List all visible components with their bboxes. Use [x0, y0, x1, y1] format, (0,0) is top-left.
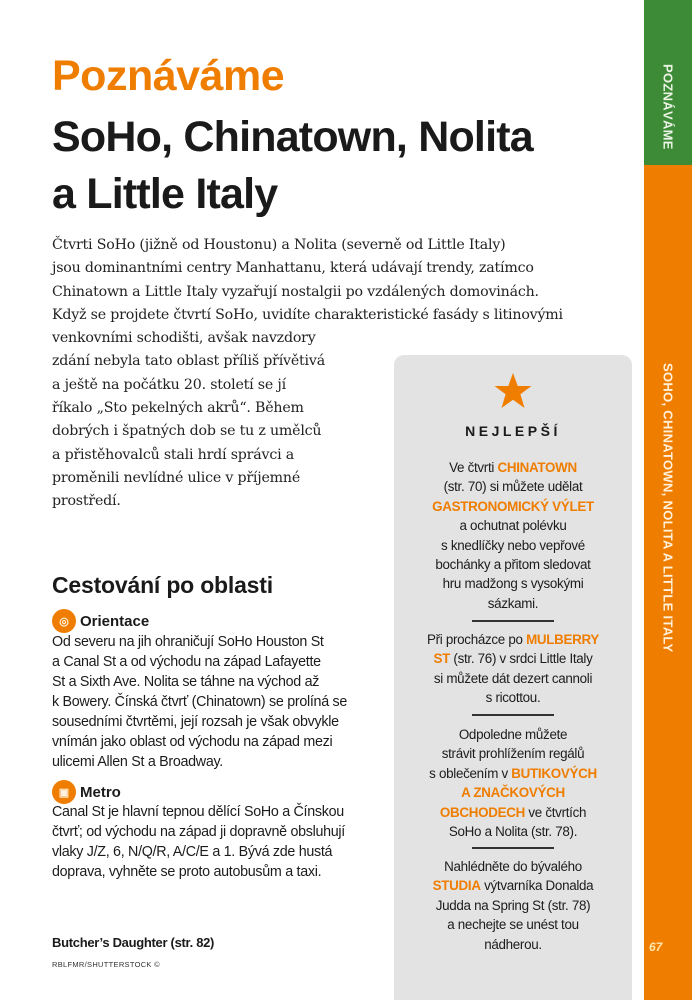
- tip-highlight: STUDIA: [432, 878, 481, 894]
- intro-line: Když se projdete čtvrtí SoHo, uvidíte charakteristické fasády s litinovými: [52, 306, 563, 323]
- orientation-heading: [52, 609, 149, 633]
- best-of-box: [394, 355, 632, 1000]
- page-title-line-1: SoHo, Chinatown, Nolita: [52, 113, 533, 161]
- sidebar-section-tab: [644, 0, 692, 165]
- orientation-line: St a Sixth Ave. Nolita se táhne na východ až: [52, 674, 320, 690]
- intro-line: dobrých i špatných dob se tu z umělců: [52, 423, 322, 440]
- intro-line: proměnili nevlídné ulice v příjemné: [52, 469, 301, 486]
- getting-around-heading: Cestování po oblasti: [52, 572, 273, 598]
- orientation-line: ulicemi Allen St a Broadway.: [52, 754, 223, 770]
- tip-line: [394, 744, 632, 763]
- sidebar-chapter-tab: [644, 165, 692, 1000]
- tip-divider: [472, 714, 554, 716]
- tip-line: [394, 669, 632, 688]
- tip-line: [394, 688, 632, 707]
- metro-title: Metro: [80, 783, 121, 801]
- tip-line: [394, 935, 632, 954]
- metro-line: vlaky J/Z, 6, N/Q/R, A/C/E a 1. Bývá zde hustá: [52, 844, 333, 860]
- tip-text: nádherou.: [484, 936, 542, 952]
- orientation-line: k Bowery. Čínská čtvrť (Chinatown) se prolíná se: [52, 694, 348, 710]
- orientation-line: sousedními čtvrtěmi, její rozsah je však obvykle: [52, 714, 339, 730]
- best-of-title: NEJLEPŠÍ: [465, 423, 561, 439]
- tip-text: s knedlíčky nebo vepřové: [441, 537, 585, 553]
- tip-text: Odpoledne můžete: [458, 727, 568, 742]
- tip-line: [394, 915, 632, 934]
- tip-divider: [472, 847, 554, 849]
- tip-divider: [472, 620, 554, 622]
- tip-line: [394, 725, 632, 744]
- tip-line: [394, 896, 632, 915]
- tip-text: a nechejte se unést tou: [447, 917, 579, 933]
- tip-text: strávit prohlížením regálů: [441, 746, 585, 762]
- tip-line: [394, 876, 632, 895]
- tip-highlight: GASTRONOMICKÝ VÝLET: [432, 498, 594, 514]
- intro-line: a přistěhovalců stali hrdí správci a: [52, 446, 294, 463]
- orientation-text: [52, 632, 347, 772]
- orientation-line: a Canal St a od východu na západ Lafayette: [52, 654, 321, 670]
- tip-line: [394, 822, 632, 841]
- tip-highlight: CHINATOWN: [497, 460, 577, 475]
- orientation-title: Orientace: [80, 612, 150, 630]
- tip-line: [394, 649, 632, 668]
- tip-text: Judda na Spring St (str. 78): [435, 897, 591, 913]
- sidebar-chapter-label: SOHO, CHINATOWN, NOLITA A LITTLE ITALY: [660, 363, 676, 653]
- tip-line: [394, 536, 632, 555]
- tip-text: SoHo a Nolita (str. 78).: [448, 824, 578, 840]
- tip-line: [394, 555, 632, 574]
- intro-line: jsou dominantními centry Manhattanu, která udávají trendy, zatímco: [52, 260, 534, 277]
- metro-heading: [52, 780, 121, 804]
- best-tip: [394, 725, 632, 841]
- tip-line: [394, 594, 632, 613]
- chapter-sidebar: [644, 0, 692, 1000]
- star-icon: [493, 371, 533, 411]
- tip-text: ve čtvrtích: [524, 804, 587, 820]
- intro-line: venkovními schodišti, avšak navzdory: [52, 330, 316, 347]
- orientation-line: Od severu na jih ohraničují SoHo Houston St: [52, 634, 324, 650]
- tip-line: [394, 803, 632, 822]
- intro-line: Čtvrti SoHo (jižně od Houstonu) a Nolita (severně od Little Italy): [52, 237, 506, 253]
- tip-highlight: ST: [433, 651, 450, 667]
- tip-highlight: A ZNAČKOVÝCH: [461, 785, 565, 801]
- tip-text: hru madžong s vysokými: [442, 576, 584, 592]
- metro-line: Canal St je hlavní tepnou dělící SoHo a Čínskou: [52, 804, 344, 820]
- tip-line: [394, 783, 632, 802]
- metro-icon: ▣: [52, 780, 76, 804]
- intro-line: Chinatown a Little Italy vyzařují nostalgii po vzdálených domovinách.: [52, 283, 539, 300]
- tip-line: [394, 574, 632, 593]
- intro-line: říkalo „Sto pekelných akrů“. Během: [52, 400, 304, 417]
- page-number: 67: [649, 940, 663, 954]
- metro-text: [52, 802, 345, 882]
- tip-text: a ochutnat polévku: [459, 518, 567, 534]
- best-tip: [394, 630, 632, 708]
- page-kicker: Poznáváme: [52, 52, 285, 100]
- tip-line: [394, 857, 632, 876]
- intro-line: zdání nebyla tato oblast příliš přívětivá: [52, 353, 325, 370]
- tip-highlight: MULBERRY: [526, 632, 600, 647]
- tip-highlight: BUTIKOVÝCH: [511, 765, 597, 781]
- metro-line: doprava, vyhněte se proto autobusům a taxi.: [52, 864, 322, 880]
- tip-text: výtvarníka Donalda: [480, 878, 594, 894]
- tip-line: [394, 458, 632, 477]
- tip-text: bochánky a přitom sledovat: [435, 557, 591, 573]
- best-tip: [394, 458, 632, 613]
- tip-line: [394, 630, 632, 649]
- tip-text: (str. 70) si můžete udělat: [443, 479, 583, 495]
- tip-line: [394, 764, 632, 783]
- tip-line: [394, 477, 632, 496]
- intro-line: a ještě na počátku 20. století se jí: [52, 376, 286, 393]
- best-tip: [394, 857, 632, 954]
- tip-text: (str. 76) v srdci Little Italy: [450, 651, 593, 667]
- metro-line: čtvrť; od východu na západ ji dopravně obsluhují: [52, 824, 345, 840]
- tip-line: [394, 516, 632, 535]
- tip-text: Nahlédněte do bývalého: [444, 859, 582, 874]
- compass-icon: ◎: [52, 609, 76, 633]
- tip-text: s oblečením v: [429, 765, 512, 781]
- sidebar-section-label: POZNÁVÁME: [660, 64, 676, 150]
- photo-credit: RBLFMR/SHUTTERSTOCK ©: [52, 960, 160, 969]
- intro-line: prostředí.: [52, 493, 121, 510]
- photo-caption: Butcher’s Daughter (str. 82): [52, 935, 215, 950]
- tip-highlight: OBCHODECH: [439, 804, 525, 820]
- tip-text: s ricottou.: [485, 690, 541, 706]
- tip-text: Ve čtvrti: [449, 460, 498, 475]
- tip-line: [394, 497, 632, 516]
- orientation-line: vnímán jako oblast od východu na západ mezi: [52, 734, 333, 750]
- tip-text: si můžete dát dezert cannoli: [433, 670, 593, 686]
- page-title-line-2: a Little Italy: [52, 170, 278, 218]
- tip-text: sázkami.: [487, 595, 539, 611]
- tip-text: Při procházce po: [426, 632, 527, 647]
